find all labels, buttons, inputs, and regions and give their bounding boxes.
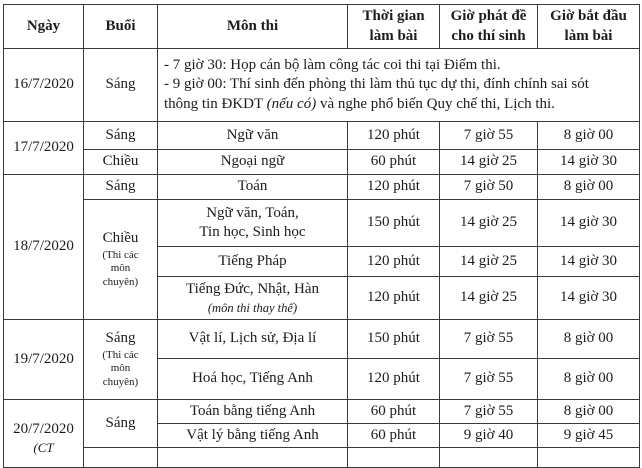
- header-line: Buổi: [105, 17, 136, 34]
- header-line: Thời gian: [362, 8, 425, 24]
- handout-time-cell: 7 giờ 55: [440, 122, 538, 150]
- handout-time-cell: 14 giờ 25: [440, 200, 538, 247]
- column-header-date: [4, 5, 84, 49]
- table-row: [4, 122, 640, 150]
- table-row: [4, 175, 640, 200]
- session-cell: Chiều: [84, 150, 158, 175]
- start-time-cell: 14 giờ 30: [538, 247, 640, 277]
- header-line: Giờ bắt đầu: [550, 8, 627, 24]
- start-time-cell: 14 giờ 30: [538, 277, 640, 320]
- handout-time-cell: 14 giờ 25: [440, 150, 538, 175]
- session-cell: [84, 448, 158, 468]
- header-line: Ngày: [26, 17, 61, 34]
- start-time-cell: 8 giờ 00: [538, 320, 640, 359]
- table-row-truncated: [4, 448, 640, 468]
- date-cell: 19/7/2020: [4, 320, 84, 400]
- duration-cell: 120 phút: [348, 247, 440, 277]
- session-cell: Sáng: [84, 400, 158, 448]
- subject-cell: [158, 200, 348, 247]
- handout-time-cell: 14 giờ 25: [440, 247, 538, 277]
- table-row: [4, 49, 640, 122]
- header-line: làm bài: [564, 27, 613, 44]
- note-line-3: [164, 95, 633, 115]
- subject-line: Tiếng Đức, Nhật, Hàn: [186, 281, 319, 298]
- header-line: cho thí sinh: [451, 27, 526, 44]
- notes-cell: [158, 49, 640, 122]
- subject-line: Ngữ văn, Toán,: [206, 204, 299, 221]
- duration-cell: 120 phút: [348, 359, 440, 400]
- date-cell: 16/7/2020: [4, 49, 84, 122]
- session-note: (Thi các môn chuyên): [102, 248, 139, 289]
- note-line-1: - 7 giờ 30: Họp cán bộ làm công tác coi thi tại Điểm thi.: [164, 56, 501, 73]
- table-row: [4, 150, 640, 175]
- duration-cell: 60 phút: [348, 424, 440, 448]
- column-header-start-time: [538, 5, 640, 49]
- start-time-cell: 14 giờ 30: [538, 150, 640, 175]
- column-header-handout-time: [440, 5, 538, 49]
- subject-cell: [158, 448, 348, 468]
- subject-cell: Toán: [158, 175, 348, 200]
- handout-time-cell: 7 giờ 55: [440, 359, 538, 400]
- start-time-cell: [538, 448, 640, 468]
- duration-cell: 60 phút: [348, 150, 440, 175]
- duration-cell: 120 phút: [348, 175, 440, 200]
- note-text-italic: (nếu có): [266, 95, 317, 112]
- subject-cell: Vật lí, Lịch sử, Địa lí: [158, 320, 348, 359]
- note-line-2: - 9 giờ 00: Thí sinh đến phòng thi làm thủ tục dự thi, đính chính sai sót: [164, 76, 589, 93]
- handout-time-cell: 14 giờ 25: [440, 277, 538, 320]
- subject-cell: Ngoại ngữ: [158, 150, 348, 175]
- subject-cell: Vật lý bằng tiếng Anh: [158, 424, 348, 448]
- session-note: (Thi các môn chuyên): [102, 348, 139, 389]
- column-header-duration: [348, 5, 440, 49]
- header-row: [4, 5, 640, 49]
- exam-schedule-table: [3, 4, 640, 468]
- subject-line: Tin học, Sinh học: [199, 224, 306, 240]
- handout-time-cell: 7 giờ 50: [440, 175, 538, 200]
- header-line: làm bài: [369, 27, 418, 44]
- start-time-cell: 8 giờ 00: [538, 175, 640, 200]
- date-cell: 18/7/2020: [4, 175, 84, 320]
- session-label: Sáng: [105, 330, 136, 347]
- start-time-cell: 8 giờ 00: [538, 400, 640, 424]
- handout-time-cell: 7 giờ 55: [440, 400, 538, 424]
- session-cell: [84, 200, 158, 320]
- date-cell: [4, 400, 84, 468]
- start-time-cell: 8 giờ 00: [538, 359, 640, 400]
- duration-cell: 150 phút: [348, 320, 440, 359]
- header-line: Giờ phát đề: [450, 8, 527, 24]
- start-time-cell: 9 giờ 45: [538, 424, 640, 448]
- table-row: [4, 400, 640, 424]
- start-time-cell: 8 giờ 00: [538, 122, 640, 150]
- session-label: Chiều: [102, 230, 139, 247]
- date-label: 20/7/2020: [13, 421, 74, 437]
- duration-cell: 150 phút: [348, 200, 440, 247]
- subject-note: (môn thi thay thế): [207, 300, 298, 315]
- subject-cell: Hoá học, Tiếng Anh: [158, 359, 348, 400]
- session-cell: Sáng: [84, 49, 158, 122]
- duration-cell: [348, 448, 440, 468]
- session-cell: [84, 320, 158, 400]
- handout-time-cell: [440, 448, 538, 468]
- handout-time-cell: 9 giờ 40: [440, 424, 538, 448]
- duration-cell: 120 phút: [348, 277, 440, 320]
- subject-cell: [158, 277, 348, 320]
- note-text: thông tin ĐKDT: [164, 95, 267, 112]
- table-row: [4, 200, 640, 247]
- start-time-cell: 14 giờ 30: [538, 200, 640, 247]
- handout-time-cell: 7 giờ 55: [440, 320, 538, 359]
- header-line: Môn thi: [226, 17, 279, 34]
- date-cell: 17/7/2020: [4, 122, 84, 175]
- session-cell: Sáng: [84, 175, 158, 200]
- duration-cell: 120 phút: [348, 122, 440, 150]
- subject-cell: Ngữ văn: [158, 122, 348, 150]
- table-row: [4, 320, 640, 359]
- subject-cell: Tiếng Pháp: [158, 247, 348, 277]
- column-header-subject: [158, 5, 348, 49]
- column-header-session: [84, 5, 158, 49]
- date-note-truncated: (CT: [33, 439, 54, 455]
- duration-cell: 60 phút: [348, 400, 440, 424]
- subject-cell: Toán bằng tiếng Anh: [158, 400, 348, 424]
- exam-schedule-sheet: [3, 4, 640, 468]
- session-cell: Sáng: [84, 122, 158, 150]
- note-text: và nghe phổ biến Quy chế thi, Lịch thi.: [316, 95, 555, 112]
